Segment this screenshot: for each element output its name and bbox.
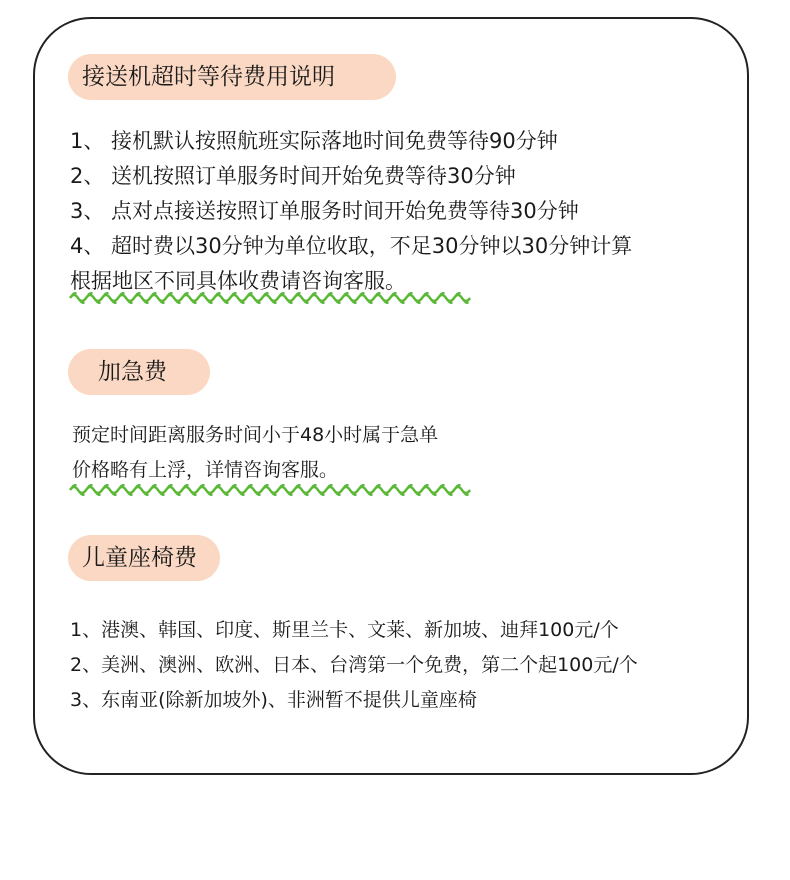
- vine-underline-1: [68, 290, 472, 306]
- rush-title-badge: [68, 349, 210, 395]
- child-seat-line-2: 2、美洲、澳洲、欧洲、日本、台湾第一个免费，第二个起100元/个: [70, 654, 638, 676]
- child-seat-title: 儿童座椅费: [82, 545, 197, 571]
- child-seat-title-badge: [68, 535, 220, 581]
- child-seat-line-1: 1、港澳、韩国、印度、斯里兰卡、文莱、新加坡、迪拜100元/个: [70, 619, 619, 641]
- rush-line-1: 预定时间距离服务时间小于48小时属于急单: [72, 424, 439, 446]
- rush-line-2: 价格略有上浮，详情咨询客服。: [72, 459, 339, 481]
- child-seat-line-3: 3、东南亚(除新加坡外)、非洲暂不提供儿童座椅: [70, 689, 477, 711]
- pickup-line-3: 3、 点对点接送按照订单服务时间开始免费等待30分钟: [70, 199, 579, 223]
- pickup-title-badge: [68, 54, 396, 100]
- vine-underline-2: [68, 482, 472, 498]
- pickup-line-2: 2、 送机按照订单服务时间开始免费等待30分钟: [70, 164, 516, 188]
- pickup-line-5: 根据地区不同具体收费请咨询客服。: [70, 269, 406, 293]
- pickup-title: 接送机超时等待费用说明: [82, 64, 335, 90]
- pickup-line-1: 1、 接机默认按照航班实际落地时间免费等待90分钟: [70, 129, 558, 153]
- rush-title: 加急费: [98, 359, 167, 385]
- pickup-line-4: 4、 超时费以30分钟为单位收取，不足30分钟以30分钟计算: [70, 234, 633, 258]
